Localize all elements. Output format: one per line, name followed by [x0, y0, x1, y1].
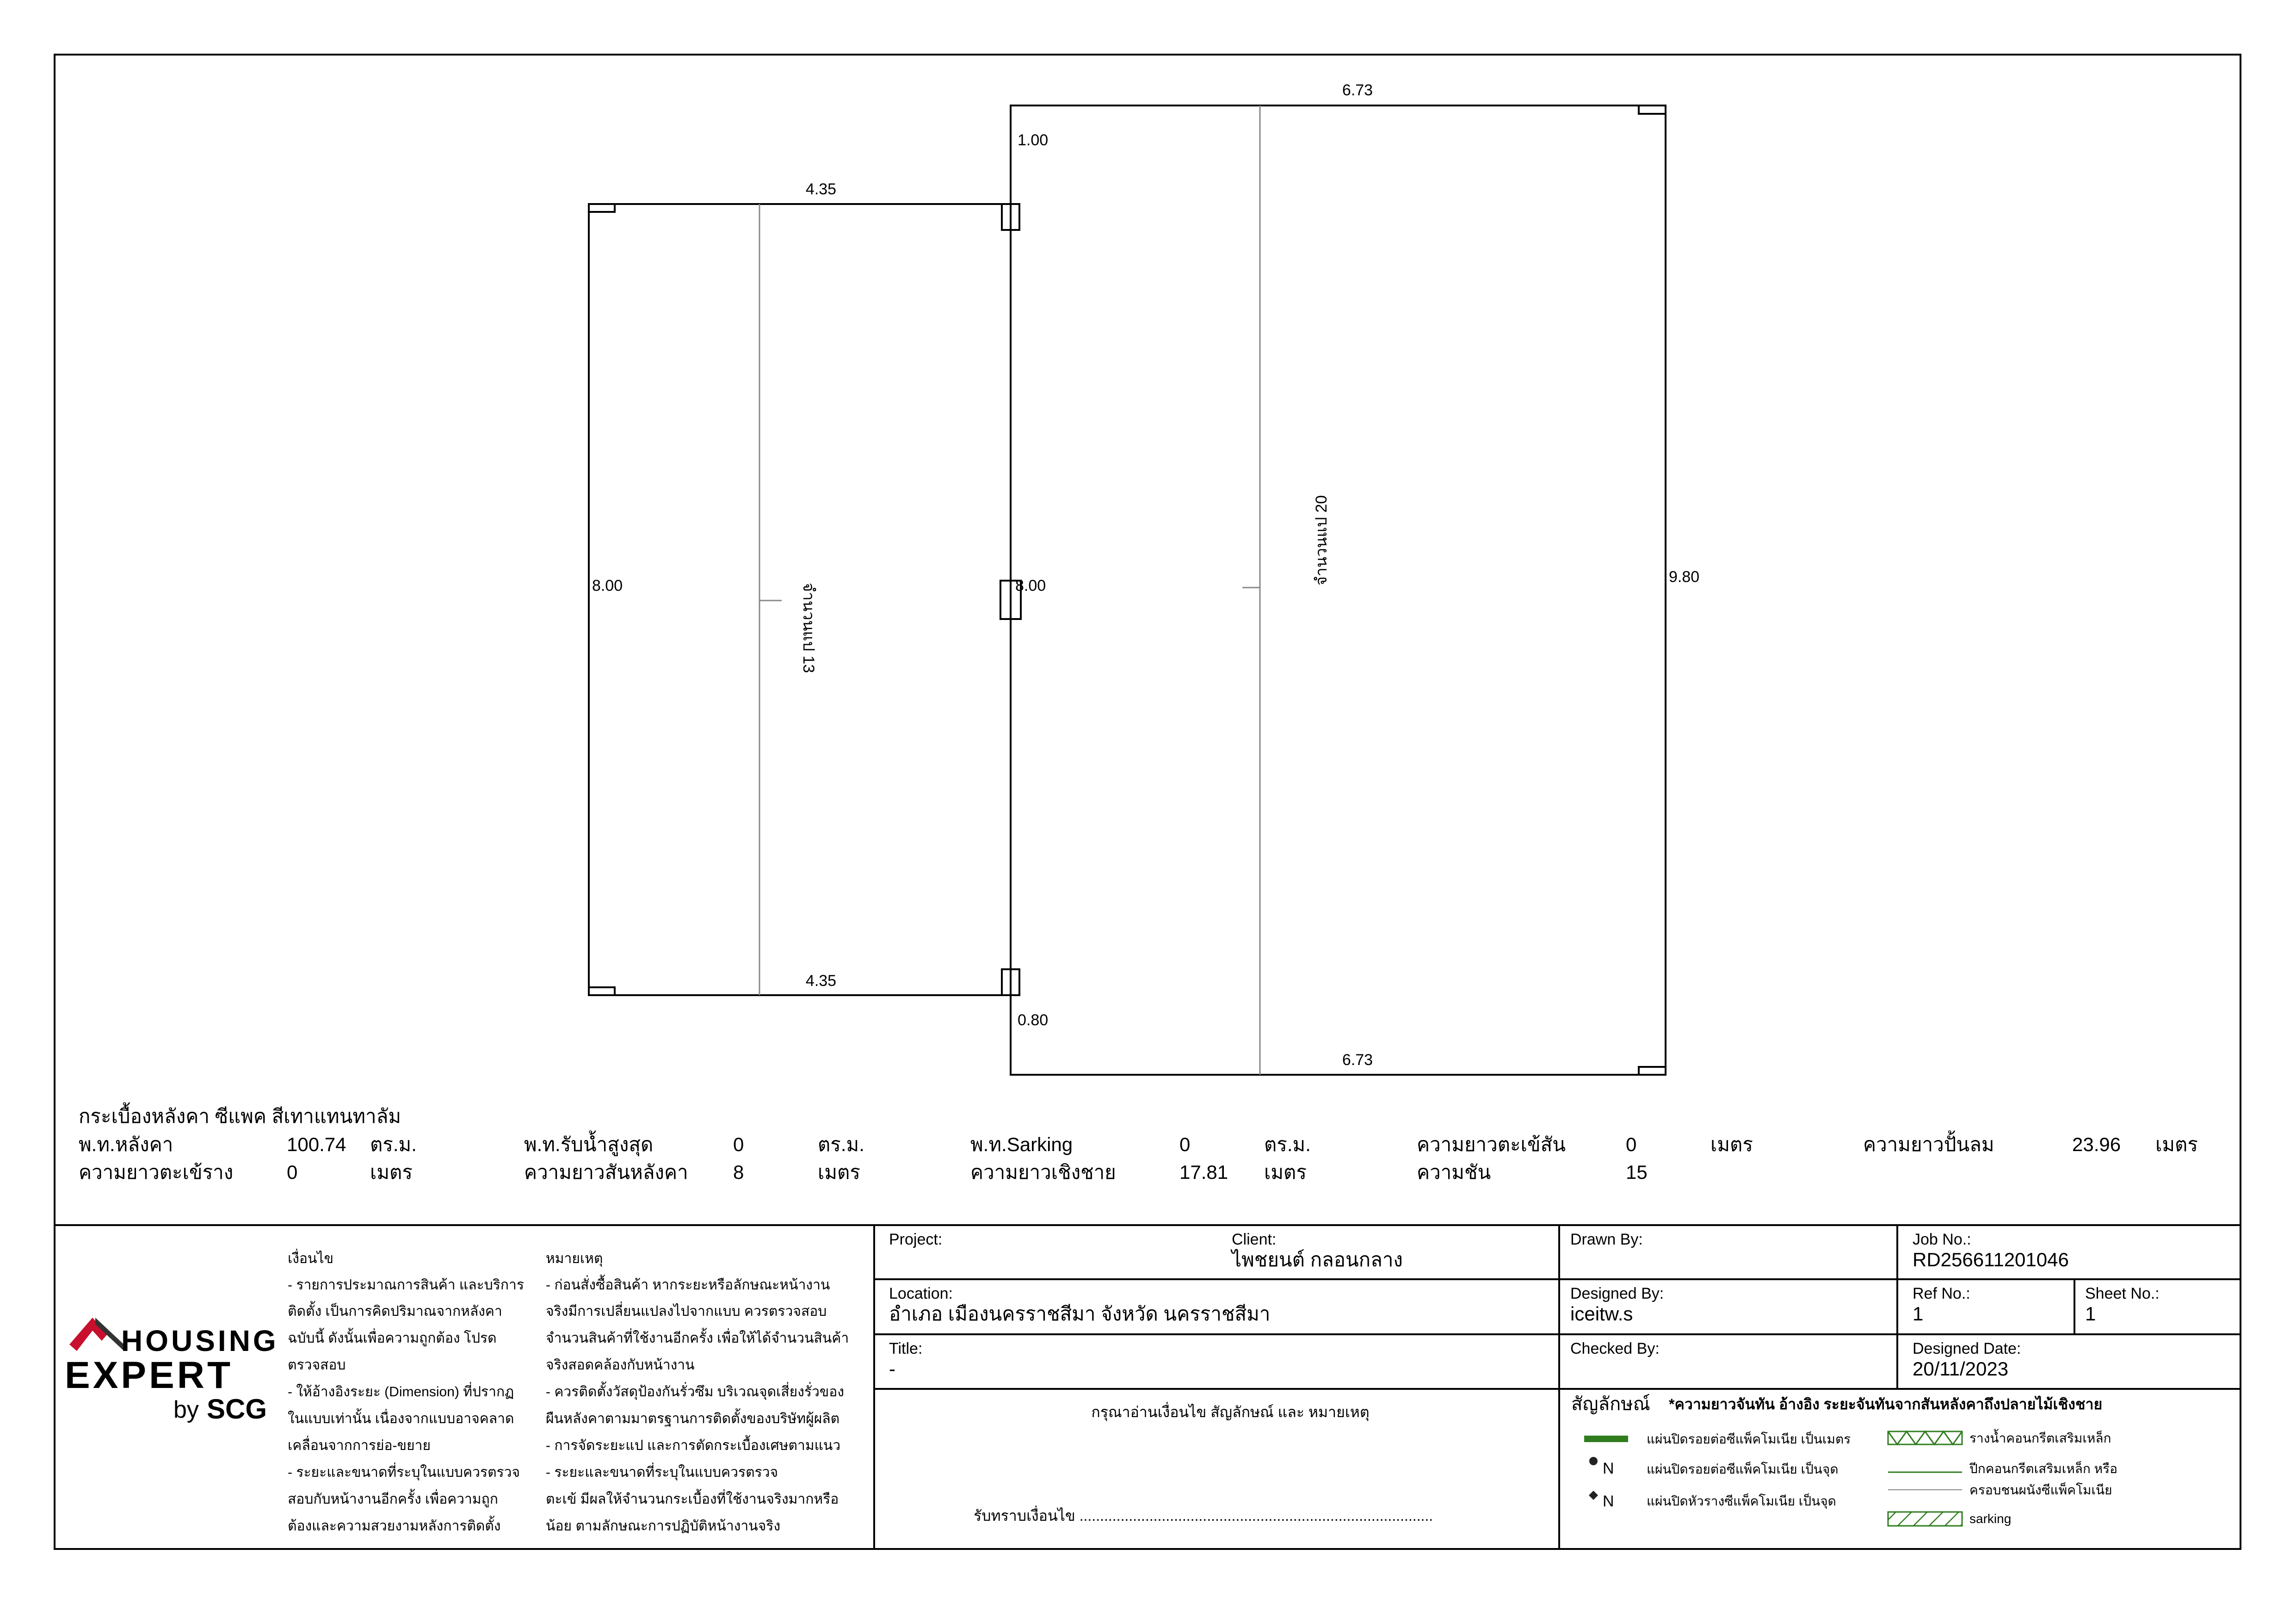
- remarks-line: น้อย ตามลักษณะการปฏิบัติหน้างานจริง: [546, 1518, 781, 1534]
- summary-unit: ตร.ม.: [818, 1134, 864, 1155]
- legend-item-text: ครอบชนผนังซีแพ็คโมเนีย: [1969, 1483, 2112, 1497]
- summary-value: 100.74: [287, 1134, 346, 1155]
- conditions-line: - ให้อ้างอิงระยะ (Dimension) ที่ปรากฏ: [288, 1384, 514, 1400]
- right-roof-panel: [1011, 105, 1666, 1075]
- legend-gutter-icon: [1888, 1431, 1962, 1444]
- dim-right-height: 9.80: [1669, 568, 1700, 586]
- summary-label: ความยาวปั้นลม: [1863, 1134, 1994, 1155]
- client-value: ไพชยนต์ กลอนกลาง: [1232, 1249, 1403, 1270]
- conditions-line: - ระยะและขนาดที่ระบุในแบบควรตรวจ: [288, 1465, 520, 1480]
- conditions-line: สอบกับหน้างานอีกครั้ง เพื่อความถูก: [288, 1492, 498, 1507]
- legend: [1571, 1394, 2117, 1526]
- remarks-line: ตะเข้ มีผลให้จำนวนกระเบื้องที่ใช้งานจริงมากหรือ: [546, 1492, 839, 1507]
- remarks-line: จริงมีการเปลี่ยนแปลงไปจากแบบ ควรตรวจสอบ: [546, 1304, 827, 1319]
- summary-value: 0: [1179, 1134, 1191, 1155]
- dim-left-top: 4.35: [805, 180, 837, 198]
- conditions-line: ฉบับนี้ ดังนั้นเพื่อความถูกต้อง โปรด: [288, 1331, 497, 1346]
- dim-left-height: 8.00: [592, 577, 623, 595]
- summary-label: พ.ท.Sarking: [970, 1134, 1073, 1155]
- summary-label: ความยาวตะเข้สัน: [1417, 1134, 1566, 1155]
- designed-date-label: Designed Date:: [1913, 1340, 2021, 1357]
- conditions-text: [288, 1249, 524, 1534]
- dim-left-bottom: 4.35: [805, 972, 837, 990]
- remarks-line: - ควรติดตั้งวัสดุป้องกันรั่วซึม บริเวณจุดเสี่ยงรั่วของ: [546, 1384, 844, 1400]
- legend-heading: สัญลักษณ์: [1571, 1394, 1650, 1414]
- legend-item-text: แผ่นปิดรอยต่อซีแพ็คโมเนีย เป็นเมตร: [1647, 1432, 1851, 1446]
- left-corner-mark-bottom: [589, 987, 615, 995]
- summary-unit: เมตร: [2155, 1134, 2198, 1155]
- roof-plan: [589, 81, 1699, 1075]
- summary-value: 0: [1626, 1134, 1637, 1155]
- summary-label: ความยาวตะเข้ราง: [79, 1161, 234, 1183]
- drawing-info: [1570, 1231, 2160, 1380]
- right-corner-mark-top: [1639, 105, 1666, 114]
- location-label: Location:: [889, 1285, 953, 1302]
- dim-offset-top: 1.00: [1018, 131, 1049, 149]
- logo-housing: HOUSING: [121, 1324, 279, 1357]
- ref-no-label: Ref No.:: [1913, 1285, 1970, 1302]
- legend-marker-n: N: [1603, 1460, 1614, 1477]
- conditions-heading: เงื่อนไข: [288, 1251, 334, 1266]
- remarks-text: [546, 1251, 849, 1534]
- summary-label: ความยาวเชิงชาย: [970, 1161, 1116, 1183]
- dim-right-bottom: 6.73: [1342, 1051, 1373, 1069]
- dim-middle-height: 8.00: [1015, 577, 1046, 595]
- summary-unit: เมตร: [1710, 1134, 1753, 1155]
- acknowledge-line: รับทราบเงื่อนไข ......................................................................................: [974, 1507, 1433, 1524]
- conditions-line: ติดตั้ง เป็นการคิดปริมาณจากหลังคา: [288, 1304, 502, 1319]
- title-value: -: [889, 1358, 895, 1380]
- right-purlin-count: จำนวนแป 20: [1313, 495, 1330, 586]
- sheet-no-value: 1: [2085, 1303, 2096, 1325]
- remarks-line: ผืนหลังคาตามมาตรฐานการติดตั้งของบริษัทผู้ผลิต: [546, 1411, 840, 1426]
- project-label: Project:: [889, 1231, 943, 1248]
- summary-value: 15: [1626, 1161, 1648, 1183]
- summary-label: พ.ท.หลังคา: [79, 1134, 173, 1155]
- summary-label: ความยาวสันหลังคา: [524, 1161, 688, 1183]
- checked-by-label: Checked By:: [1570, 1340, 1660, 1357]
- legend-diamond-icon: [1589, 1491, 1598, 1500]
- remarks-line: - การจัดระยะแป และการตัดกระเบื้องเศษตามแนว: [546, 1438, 841, 1453]
- client-label: Client:: [1232, 1231, 1277, 1248]
- project-block: [889, 1231, 1433, 1524]
- roof-summary: [79, 1102, 2198, 1183]
- summary-unit: เมตร: [370, 1161, 413, 1183]
- summary-unit: ตร.ม.: [370, 1134, 417, 1155]
- notice-text: กรุณาอ่านเงื่อนไข สัญลักษณ์ และ หมายเหตุ: [1091, 1404, 1370, 1420]
- job-no-label: Job No.:: [1913, 1231, 1971, 1248]
- ref-no-value: 1: [1913, 1303, 1924, 1325]
- left-purlin-count: จำนวนแป 13: [800, 582, 817, 673]
- summary-unit: ตร.ม.: [1264, 1134, 1311, 1155]
- summary-unit: เมตร: [818, 1161, 860, 1183]
- conditions-line: ในแบบเท่านั้น เนื่องจากแบบอาจคลาด: [288, 1411, 514, 1426]
- conditions-line: ตรวจสอบ: [288, 1357, 346, 1373]
- legend-item-text: sarking: [1969, 1511, 2012, 1526]
- legend-marker-n: N: [1603, 1493, 1614, 1510]
- sheet-border: [55, 55, 2240, 1549]
- summary-value: 8: [733, 1161, 744, 1183]
- legend-item-text: รางน้ำคอนกรีตเสริมเหล็ก: [1969, 1431, 2111, 1445]
- title-label: Title:: [889, 1340, 923, 1357]
- summary-label: พ.ท.รับน้ำสูงสุด: [524, 1134, 654, 1155]
- summary-label: ความชัน: [1417, 1161, 1491, 1183]
- legend-dot-icon: [1589, 1457, 1598, 1465]
- conditions-line: - รายการประมาณการสินค้า และบริการ: [288, 1277, 525, 1293]
- legend-note: *ความยาวจันทัน อ้างอิง ระยะจันทันจากสันหลังคาถึงปลายไม้เชิงชาย: [1669, 1396, 2103, 1412]
- legend-item-text: แผ่นปิดหัวรางซีแพ็คโมเนีย เป็นจุด: [1647, 1494, 1836, 1508]
- remarks-line: - ระยะและขนาดที่ระบุในแบบควรตรวจ: [546, 1465, 778, 1480]
- summary-value: 0: [287, 1161, 298, 1183]
- dim-offset-bottom: 0.80: [1018, 1011, 1049, 1029]
- sheet-no-label: Sheet No.:: [2085, 1285, 2160, 1302]
- legend-item-text: แผ่นปิดรอยต่อซีแพ็คโมเนีย เป็นจุด: [1647, 1462, 1839, 1476]
- summary-value: 23.96: [2072, 1134, 2121, 1155]
- dim-right-top: 6.73: [1342, 81, 1373, 99]
- logo-by: by: [173, 1396, 199, 1423]
- summary-title: กระเบื้องหลังคา ซีแพค สีเทาแทนทาลัม: [79, 1105, 401, 1127]
- house-roof-icon: [69, 1318, 124, 1351]
- legend-sarking-hatch-icon: [1888, 1512, 1962, 1526]
- conditions-line: ต้องและความสวยงามหลังการติดตั้ง: [288, 1518, 501, 1534]
- summary-unit: เมตร: [1264, 1161, 1307, 1183]
- right-corner-mark-bottom: [1639, 1067, 1666, 1075]
- designed-by-value: iceitw.s: [1570, 1303, 1633, 1325]
- remarks-line: จำนวนสินค้าที่ใช้งานอีกครั้ง เพื่อให้ได้จำนวนสินค้า: [546, 1331, 849, 1346]
- legend-item-text: ปีกคอนกรีตเสริมเหล็ก หรือ: [1969, 1462, 2117, 1476]
- remarks-heading: หมายเหตุ: [546, 1251, 603, 1266]
- conditions-line: เคลื่อนจากการย่อ-ขยาย: [288, 1438, 431, 1453]
- remarks-line: จริงสอดคล้องกับหน้างาน: [546, 1357, 695, 1373]
- logo-expert: EXPERT: [65, 1354, 234, 1396]
- summary-value: 17.81: [1179, 1161, 1228, 1183]
- location-value: อำเภอ เมืองนครราชสีมา จังหวัด นครราชสีมา: [889, 1303, 1271, 1325]
- housing-expert-logo: [65, 1318, 279, 1425]
- left-roof-panel: [589, 204, 1011, 995]
- left-corner-mark-top: [589, 204, 615, 212]
- drawn-by-label: Drawn By:: [1570, 1231, 1643, 1248]
- designed-by-label: Designed By:: [1570, 1285, 1664, 1302]
- remarks-line: - ก่อนสั่งซื้อสินค้า หากระยะหรือลักษณะหน้างาน: [546, 1277, 830, 1293]
- summary-value: 0: [733, 1134, 744, 1155]
- job-no-value: RD256611201046: [1913, 1249, 2069, 1270]
- designed-date-value: 20/11/2023: [1913, 1358, 2009, 1380]
- logo-scg: SCG: [207, 1394, 267, 1425]
